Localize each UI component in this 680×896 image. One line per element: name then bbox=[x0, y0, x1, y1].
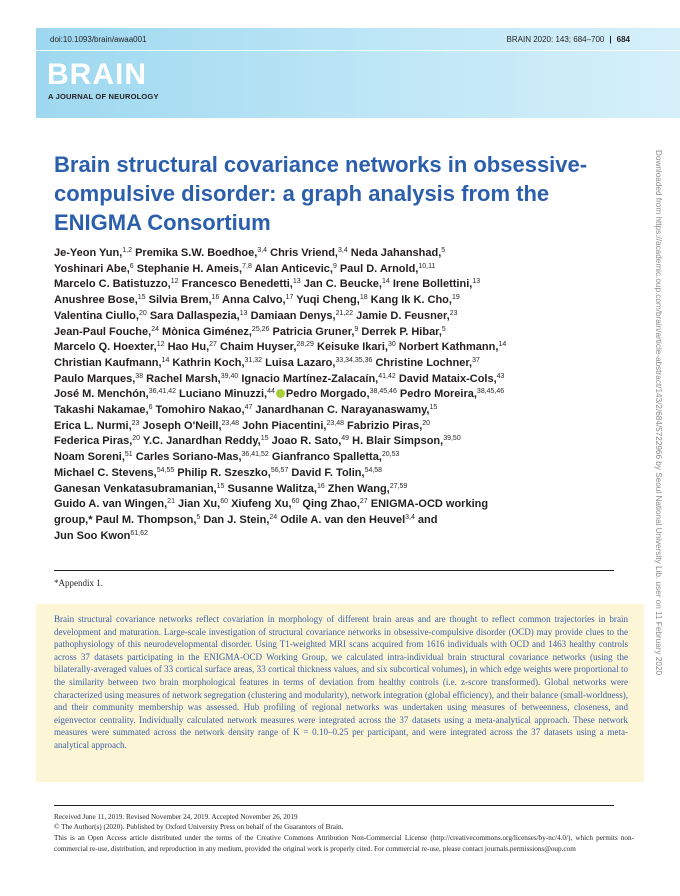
author-name: Noam Soreni, bbox=[54, 451, 125, 464]
author-name: Gianfranco Spalletta, bbox=[268, 451, 382, 464]
affiliation-superscript: 21,22 bbox=[335, 309, 354, 317]
journal-header bbox=[0, 28, 680, 118]
affiliation-superscript: 9 bbox=[332, 262, 337, 270]
affiliation-superscript: 38 bbox=[135, 372, 144, 380]
author-line bbox=[54, 497, 614, 513]
author-name: Neda Jahanshad, bbox=[347, 247, 442, 259]
author-list bbox=[54, 246, 614, 544]
author-line bbox=[54, 387, 614, 403]
affiliation-superscript: 5 bbox=[441, 247, 446, 254]
author-name: Janardhanan C. Narayanaswamy, bbox=[252, 404, 430, 417]
author-name: Valentina Ciullo, bbox=[54, 309, 139, 322]
author-name: ENIGMA-OCD working bbox=[367, 498, 489, 511]
affiliation-superscript: 27 bbox=[359, 498, 368, 506]
author-name: Paulo Marques, bbox=[54, 372, 136, 385]
affiliation-superscript: 54,58 bbox=[364, 466, 383, 474]
author-name: Kathrin Koch, bbox=[169, 356, 245, 369]
affiliation-superscript: 47 bbox=[244, 404, 253, 412]
author-name: Anna Calvo, bbox=[219, 294, 286, 307]
abstract-text: Brain structural covariance networks reflect covariation in morphology of different brain areas and are thought to reflect common trajectories in brain development and maturation. Large-scale investigation of structural covariance networks in obsessive-compulsive disorder (OCD) may provide clues to the pathophysiology of this neurodevelopmental disorder. Using T1-weighted MRI scans acquired from 1616 individuals with OCD and 1463 healthy controls across 37 datasets participating in the ENIGMA-OCD Working Group, we calculated intra-individual brain structural covariance networks (using the bilaterally-averaged values of 33 cortical surface areas, 33 cortical thickness values, and six subcortical volumes), in which edge weights were proportional to the similarity between two brain morphological features in terms of deviation from healthy controls (i.e. z-score transformed). Global networks were characterized using measures of network segregation (clustering and modularity), network integration (global efficiency), and their balance (small-worldness), and their community membership was assessed. Hub profiling of regional networks was undertaken using measures of betweenness, closeness, and eigenvector centrality. Individually calculated network measures were integrated across the 37 datasets using a meta-analytical approach. These network measures were summated across the network density range of K = 0.10–0.25 per participant, and were integrated across the 37 datasets using a meta-analytical approach. bbox=[54, 614, 628, 750]
author-name: Sara Dallaspezia, bbox=[146, 309, 240, 322]
affiliation-superscript: 27,59 bbox=[389, 482, 408, 490]
affiliation-superscript: 20 bbox=[422, 419, 431, 427]
author-name: Susanne Walitza, bbox=[224, 482, 317, 495]
affiliation-superscript: 31,32 bbox=[244, 356, 263, 364]
author-name: Carles Soriano-Mas, bbox=[132, 451, 242, 464]
author-name: Pedro Moreira, bbox=[396, 388, 477, 401]
affiliation-superscript: 5 bbox=[441, 325, 446, 333]
author-name: Hao Hu, bbox=[164, 341, 210, 354]
author-line bbox=[54, 482, 614, 498]
author-name: Rachel Marsh, bbox=[143, 372, 221, 385]
affiliation-superscript: 18 bbox=[359, 294, 368, 302]
author-name: Dan J. Stein, bbox=[200, 513, 270, 526]
author-name: Francesco Benedetti, bbox=[178, 278, 293, 291]
author-name: group,* Paul M. Thompson, bbox=[54, 513, 197, 526]
author-line bbox=[54, 466, 614, 482]
author-name: Keisuke Ikari, bbox=[313, 341, 388, 354]
author-name: Pedro Morgado, bbox=[285, 388, 370, 401]
author-name: Damiaan Denys, bbox=[247, 309, 336, 322]
author-name: Federica Piras, bbox=[54, 435, 133, 448]
author-line bbox=[54, 277, 614, 293]
affiliation-superscript: 20,53 bbox=[381, 451, 400, 459]
affiliation-superscript: 16 bbox=[316, 482, 325, 490]
author-name: Jean-Paul Fouche, bbox=[54, 325, 152, 338]
author-name: Luisa Lazaro, bbox=[262, 356, 336, 369]
author-line bbox=[54, 372, 614, 388]
author-name: David Mataix-Cols, bbox=[395, 372, 497, 385]
abstract-box bbox=[36, 604, 644, 782]
author-name: John Piacentini, bbox=[239, 419, 327, 432]
affiliation-superscript: 54,55 bbox=[156, 466, 175, 474]
author-name: Ganesan Venkatasubramanian, bbox=[54, 482, 217, 495]
affiliation-superscript: 13 bbox=[292, 278, 301, 286]
affiliation-superscript: 36,41,42 bbox=[148, 388, 176, 396]
author-name: Premika S.W. Boedhoe, bbox=[132, 247, 258, 259]
affiliation-superscript: 16 bbox=[211, 294, 220, 302]
affiliation-superscript: 20 bbox=[132, 435, 141, 443]
affiliation-superscript: 38,45,46 bbox=[369, 388, 397, 396]
author-name: Guido A. van Wingen, bbox=[54, 498, 168, 511]
author-name: Zhen Wang, bbox=[324, 482, 390, 495]
affiliation-superscript: 3,4 bbox=[405, 513, 415, 521]
author-divider bbox=[54, 570, 614, 571]
author-name: Marcelo C. Batistuzzo, bbox=[54, 278, 171, 291]
author-name: Mònica Giménez, bbox=[159, 325, 252, 338]
affiliation-superscript: 7,8 bbox=[242, 262, 252, 270]
affiliation-superscript: 15 bbox=[137, 294, 146, 302]
download-notice: Downloaded from https://academic.oup.com/brain/article-abstract/143/2/684/5722966 by Seoul National University Lib. user on 11 February 2020 bbox=[654, 150, 663, 676]
author-line bbox=[54, 293, 614, 309]
author-name: Jun Soo Kwon bbox=[54, 529, 131, 542]
affiliation-superscript: 23 bbox=[131, 419, 140, 427]
doi-link[interactable]: doi:10.1093/brain/awaa001 bbox=[50, 35, 147, 44]
affiliation-superscript: 6 bbox=[148, 404, 153, 412]
affiliation-superscript: 9 bbox=[354, 325, 359, 333]
author-name: Joseph O'Neill, bbox=[139, 419, 222, 432]
author-line bbox=[54, 246, 614, 262]
author-name: Ignacio Martínez-Zalacaín, bbox=[238, 372, 379, 385]
author-name: Norbert Kathmann, bbox=[395, 341, 499, 354]
affiliation-superscript: 38,45,46 bbox=[476, 388, 505, 396]
affiliation-superscript: 49 bbox=[341, 435, 350, 443]
author-line bbox=[54, 513, 614, 529]
author-line bbox=[54, 340, 614, 356]
affiliation-superscript: 20 bbox=[138, 309, 147, 317]
author-name: Patricia Gruner, bbox=[269, 325, 355, 338]
author-name: David F. Tolin, bbox=[288, 466, 365, 479]
author-name: Yoshinari Abe, bbox=[54, 262, 130, 275]
author-name: Stephanie H. Ameis, bbox=[133, 262, 243, 275]
author-name: José M. Menchón, bbox=[54, 388, 149, 401]
author-name: Kang Ik K. Cho, bbox=[367, 294, 452, 307]
author-line bbox=[54, 434, 614, 450]
affiliation-superscript: 36,41,52 bbox=[241, 451, 269, 459]
author-name: Christian Kaufmann, bbox=[54, 356, 162, 369]
author-name: Chaim Huyser, bbox=[216, 341, 297, 354]
affiliation-superscript: 24 bbox=[269, 513, 278, 521]
affiliation-superscript: 19 bbox=[451, 294, 460, 302]
affiliation-superscript: 15 bbox=[429, 404, 438, 412]
author-name: Marcelo Q. Hoexter, bbox=[54, 341, 157, 354]
author-line bbox=[54, 325, 614, 341]
running-head-separator: | bbox=[609, 35, 612, 44]
author-name: H. Blair Simpson, bbox=[349, 435, 444, 448]
author-name: Y.C. Janardhan Reddy, bbox=[140, 435, 261, 448]
copyright-notice: © The Author(s) (2020). Published by Oxford University Press on behalf of the Guarantors of Brain. bbox=[54, 823, 344, 832]
affiliation-superscript: 13 bbox=[239, 309, 248, 317]
author-name: Anushree Bose, bbox=[54, 294, 138, 307]
author-line bbox=[54, 419, 614, 435]
affiliation-superscript: 56,57 bbox=[270, 466, 289, 474]
brain-logo[interactable]: BRAIN bbox=[47, 58, 147, 91]
author-line bbox=[54, 529, 614, 545]
article-footer bbox=[54, 812, 634, 854]
affiliation-superscript: 23 bbox=[449, 309, 458, 317]
affiliation-superscript: 24 bbox=[151, 325, 159, 333]
author-name: Silvia Brem, bbox=[145, 294, 212, 307]
author-line bbox=[54, 262, 614, 278]
license-notice[interactable]: This is an Open Access article distributed under the terms of the Creative Commons Attribution Non-Commercial License (http://creativecommons.org/licenses/by-nc/4.0/), which permits non-commercial re-use, distribution, and reproduction in any medium, provided the original work is properly cited. For commercial re-use, please contact journals.permissions@oup.com bbox=[54, 834, 634, 853]
affiliation-superscript: 15 bbox=[260, 435, 269, 443]
journal-reference: BRAIN 2020: 143; 684–700 bbox=[506, 35, 605, 44]
affiliation-superscript: 6 bbox=[129, 262, 134, 270]
affiliation-superscript: 17 bbox=[285, 294, 294, 302]
affiliation-superscript: 12 bbox=[156, 341, 165, 349]
received-dates: Received June 11, 2019. Revised November 24, 2019. Accepted November 26, 2019 bbox=[54, 813, 298, 821]
brain-logo-subtitle: A JOURNAL OF NEUROLOGY bbox=[48, 92, 159, 101]
author-name: Jan C. Beucke, bbox=[300, 278, 382, 291]
affiliation-superscript: 39,50 bbox=[443, 435, 461, 443]
author-name: Philip R. Szeszko, bbox=[174, 466, 271, 479]
affiliation-superscript: 51 bbox=[124, 451, 133, 459]
author-name: Odile A. van den Heuvel bbox=[277, 513, 406, 526]
affiliation-superscript: 21 bbox=[167, 498, 175, 506]
author-name: and bbox=[414, 513, 438, 526]
download-sidebar bbox=[651, 150, 665, 676]
author-name: Qing Zhao, bbox=[299, 498, 360, 511]
author-name: Tomohiro Nakao, bbox=[152, 404, 245, 417]
author-name: Alan Anticevic, bbox=[251, 262, 333, 275]
affiliation-superscript: 3,4 bbox=[338, 247, 348, 254]
affiliation-superscript: 14 bbox=[382, 278, 390, 286]
author-name: Christine Lochner, bbox=[372, 356, 473, 369]
author-name: Joao R. Sato, bbox=[268, 435, 342, 448]
author-name: Yuqi Cheng, bbox=[293, 294, 360, 307]
author-line bbox=[54, 403, 614, 419]
affiliation-superscript: 43 bbox=[496, 372, 505, 380]
affiliation-superscript: 1,2 bbox=[122, 247, 133, 254]
author-name: Erica L. Nurmi, bbox=[54, 419, 132, 432]
header-rule bbox=[36, 50, 680, 51]
affiliation-superscript: 15 bbox=[216, 482, 225, 490]
page-number: 684 bbox=[616, 35, 630, 44]
affiliation-superscript: 27 bbox=[209, 341, 217, 349]
affiliation-superscript: 25,26 bbox=[251, 325, 270, 333]
affiliation-superscript: 23,48 bbox=[221, 419, 240, 427]
author-name: Michael C. Stevens, bbox=[54, 466, 157, 479]
author-name: Irene Bollettini, bbox=[389, 278, 473, 291]
affiliation-superscript: 60 bbox=[220, 498, 229, 506]
author-line bbox=[54, 356, 614, 372]
author-name: Jamie D. Feusner, bbox=[353, 309, 450, 322]
orcid-icon[interactable] bbox=[276, 389, 285, 398]
affiliation-superscript: 23,48 bbox=[326, 419, 344, 427]
affiliation-superscript: 30 bbox=[387, 341, 396, 349]
author-name: Paul D. Arnold, bbox=[336, 262, 419, 275]
author-line bbox=[54, 450, 614, 466]
affiliation-superscript: 28,29 bbox=[296, 341, 314, 349]
running-head bbox=[507, 35, 630, 44]
affiliation-superscript: 44 bbox=[267, 388, 275, 396]
author-name: Luciano Minuzzi, bbox=[176, 388, 268, 401]
affiliation-superscript: 61,62 bbox=[130, 529, 148, 537]
author-line bbox=[54, 309, 614, 325]
affiliation-superscript: 60 bbox=[291, 498, 300, 506]
affiliation-superscript: 39,40 bbox=[220, 372, 239, 380]
affiliation-superscript: 10,11 bbox=[418, 262, 436, 270]
affiliation-superscript: 12 bbox=[170, 278, 179, 286]
affiliation-superscript: 33,34,35,36 bbox=[335, 356, 373, 364]
appendix-note: *Appendix 1. bbox=[54, 578, 103, 588]
author-name: Chris Vriend, bbox=[267, 247, 338, 259]
affiliation-superscript: 3,4 bbox=[257, 247, 268, 254]
affiliation-superscript: 5 bbox=[196, 513, 201, 521]
author-name: Xiufeng Xu, bbox=[228, 498, 292, 511]
affiliation-superscript: 14 bbox=[498, 341, 507, 349]
affiliation-superscript: 14 bbox=[161, 356, 170, 364]
affiliation-superscript: 37 bbox=[472, 356, 480, 364]
footer-divider bbox=[54, 805, 614, 806]
author-name: Fabrizio Piras, bbox=[344, 419, 423, 432]
author-name: Takashi Nakamae, bbox=[54, 404, 149, 417]
affiliation-superscript: 41,42 bbox=[378, 372, 396, 380]
author-name: Je-Yeon Yun, bbox=[54, 247, 123, 259]
author-name: Jian Xu, bbox=[174, 498, 221, 511]
author-name: Derrek P. Hibar, bbox=[358, 325, 442, 338]
article-title: Brain structural covariance networks in obsessive-compulsive disorder: a graph analysis from the ENIGMA Consortium bbox=[54, 152, 588, 235]
affiliation-superscript: 13 bbox=[472, 278, 481, 286]
